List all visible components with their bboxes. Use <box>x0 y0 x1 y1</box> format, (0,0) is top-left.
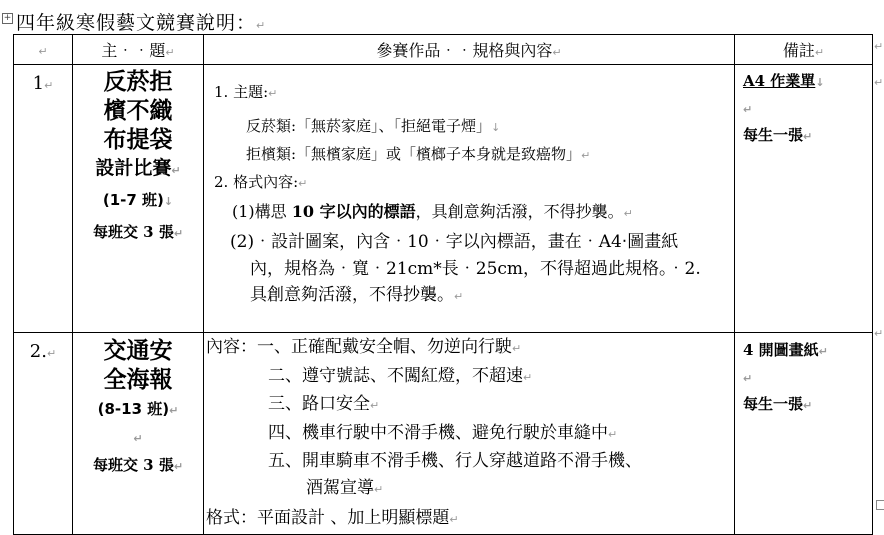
content-cell <box>204 333 735 535</box>
class-range: (1-7 班)↓ <box>102 191 174 209</box>
content-line: 1. 主題:↵ <box>214 83 278 101</box>
table-row <box>14 65 873 333</box>
content-line: 2. 格式內容:↵ <box>214 173 308 191</box>
page-title: 四年級寒假藝文競賽說明：↵ <box>16 12 267 34</box>
note-quantity: 每生一張↵ <box>743 395 813 413</box>
table-row <box>14 333 873 535</box>
note-material: 4 開圖畫紙↵ <box>743 341 828 359</box>
content-line: 內容：一、正確配戴安全帽、勿逆向行駛↵ <box>206 337 522 357</box>
theme-line: 布提袋 <box>103 126 173 153</box>
theme-cell <box>73 333 204 535</box>
header-col-theme: 主‧‧題↵ <box>73 35 204 65</box>
theme-line: 檳不織 <box>103 97 173 124</box>
content-line: 五、開車騎車不滑手機、行人穿越道路不滑手機、 <box>268 451 642 471</box>
row-number: 1↵ <box>14 65 73 333</box>
content-cell <box>204 65 735 333</box>
blank-line: ↵ <box>133 432 143 445</box>
content-line: (2)‧設計圖案，內含‧10‧字以內標語，畫在‧A4‧圖畫紙 <box>230 232 679 252</box>
content-line: 反菸類:「無菸家庭」、「拒絕電子煙」↓ <box>246 117 501 135</box>
content-line: 四、機車行駛中不滑手機、避免行駛於車縫中↵ <box>268 422 618 443</box>
submission-count: 每班交 3 張↵ <box>92 223 184 241</box>
header-col-content: 參賽作品‧‧規格與內容↵ <box>204 35 735 65</box>
note-blank: ↵ <box>743 103 753 116</box>
content-line: 酒駕宣導↵ <box>306 477 384 498</box>
content-line: (1)構思 10 字以內的標語，具創意夠活潑，不得抄襲。↵ <box>232 202 633 221</box>
content-line: 二、遵守號誌、不闖紅燈，不超速↵ <box>268 365 533 386</box>
theme-line: 反菸拒 <box>103 68 173 95</box>
header-col-number: ↵ <box>14 35 73 65</box>
row-number: 2.↵ <box>14 333 73 535</box>
content-line: 內，規格為‧寬‧21cm*長‧25cm，不得超過此規格。‧2. <box>250 258 701 279</box>
theme-line: 全海報 <box>103 366 173 393</box>
notes-cell <box>735 333 873 535</box>
contest-table <box>13 34 873 535</box>
note-quantity: 每生一張↵ <box>743 126 813 144</box>
content-line: 三、路口安全↵ <box>268 394 380 414</box>
content-line: 具創意夠活潑，不得抄襲。↵ <box>250 285 464 305</box>
header-col-notes: 備註↵ <box>735 35 873 65</box>
class-range: (8-13 班)↵ <box>97 400 179 418</box>
content-line: 拒檳類:「無檳家庭」或「檳榔子本身就是致癌物」↵ <box>246 145 591 163</box>
note-blank: ↵ <box>743 372 753 385</box>
theme-subtitle: 設計比賽↵ <box>95 157 181 179</box>
table-move-handle[interactable]: + <box>3 13 12 23</box>
table-resize-handle[interactable] <box>876 500 884 510</box>
row-end-mark: ↵ <box>874 40 884 53</box>
row-end-mark: ↵ <box>874 76 884 89</box>
table-header-row <box>14 35 873 65</box>
theme-cell <box>73 65 204 333</box>
theme-line: 交通安 <box>103 337 173 364</box>
notes-cell <box>735 65 873 333</box>
note-material: A4 作業單↓ <box>743 72 825 90</box>
submission-count: 每班交 3 張↵ <box>92 456 184 474</box>
row-end-mark: ↵ <box>874 327 884 340</box>
format-line: 格式：平面設計 、加上明顯標題↵ <box>206 508 459 528</box>
